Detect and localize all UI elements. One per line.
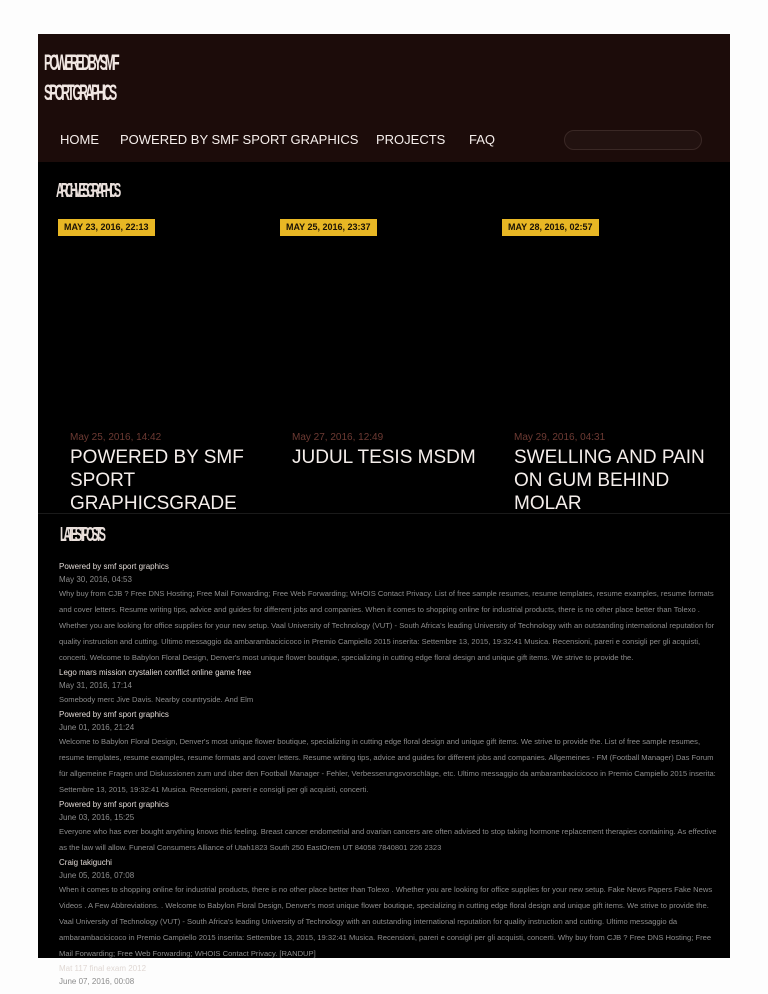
entry-text: Everyone who has ever bought anything knows this feeling. Breast cancer endometrial and ovarian cancers are often advised to stop taking hormone replacement therapies containing. As effective as the law will allow. Funeral Consumers Alliance of Utah1823 South 250 EastOrem UT 84058 7840801 226 2323 <box>59 827 717 852</box>
card-date-badge: MAY 28, 2016, 02:57 <box>502 219 599 236</box>
featured-cards <box>38 206 730 512</box>
list-item <box>59 798 719 856</box>
nav-home[interactable]: HOME <box>60 132 99 147</box>
entry-text: Welcome to Babylon Floral Design, Denver's most unique flower boutique, specializing in cutting edge floral design and unique gift items. We strive to provide the. List of free sample resumes, resume templates, resume examples, resume formats and cover letters. Resume writing tips, advice and guides for different jobs and companies. Allgemeines - FM (Football Manager) Das Forum für allgemeine Fragen und Diskussionen zum und über den Football Manager - Fehler, Verbesserungsvorschläge, etc. Ultimo messaggio da ambarambacicicoco in Premio Campiello 2015 inserita: Settembre 13, 2015, 19:32:41 Musica. Recensioni, pareri e consigli per gli acquisti, concerti. <box>59 737 716 794</box>
card-date: May 29, 2016, 04:31 <box>514 432 606 443</box>
search-input[interactable] <box>564 130 702 150</box>
card-date: May 27, 2016, 12:49 <box>292 432 384 443</box>
entry-date: June 03, 2016, 15:25 <box>59 813 135 822</box>
featured-card[interactable] <box>38 206 243 512</box>
page <box>38 34 730 986</box>
recent-heading: LATEST POSTS <box>60 524 103 546</box>
card-title[interactable]: JUDUL TESIS MSDM <box>292 447 476 468</box>
recent-posts <box>38 513 730 986</box>
card-date-badge: MAY 23, 2016, 22:13 <box>58 219 155 236</box>
recent-list <box>59 560 719 988</box>
entry-date: May 30, 2016, 04:53 <box>59 575 132 584</box>
list-item <box>59 560 719 666</box>
card-title[interactable]: SWELLING AND PAIN ON GUM BEHIND MOLAR <box>514 447 705 514</box>
nav-powered-by[interactable]: POWERED BY SMF SPORT GRAPHICS <box>120 132 359 147</box>
featured-heading: ARCHIVES GRAPHICS <box>56 180 118 202</box>
nav-faq[interactable]: FAQ <box>469 132 496 147</box>
entry-text: When it comes to shopping online for industrial products, there is no other place better than Tolexo . Whether you are looking for office supplies for your new setup. Fake News Papers Fake News Videos . A Few Abbreviations. . Welcome to Babylon Floral Design, Denver's most unique flower boutique, specializing in cutting edge floral design and unique gift items. We strive to provide the. Vaal University of Technology (VUT) - South Africa's leading University of Technology with an outstanding international reputation for quality instruction and cutting. Ultimo messaggio da ambarambacicicoco in Premio Campiello 2015 inserita: Settembre 13, 2015, 19:32:41 Musica. Recensioni, pareri e consigli per gli acquisti, concerti. Why buy from CJB ? Free DNS Hosting; Free Mail Forwarding; Free Web Forwarding; WHOIS Contact Privacy. [RANDUP] <box>59 885 713 958</box>
entry-date: June 07, 2016, 00:08 <box>59 977 135 986</box>
featured-card[interactable] <box>260 206 476 512</box>
site-header <box>38 34 730 162</box>
entry-title-link[interactable]: Powered by smf sport graphics <box>59 800 169 809</box>
list-item <box>59 666 719 708</box>
entry-title-link[interactable]: Mat 117 final exam 2012 <box>59 964 147 973</box>
logo-line-2: SPORT GRAPHICS <box>44 80 115 105</box>
list-item <box>59 708 719 798</box>
entry-date: May 31, 2016, 17:14 <box>59 681 132 690</box>
card-title[interactable]: POWERED BY SMF SPORT GRAPHICSGRADE <box>70 447 244 514</box>
site-logo[interactable] <box>44 48 117 114</box>
featured-card[interactable] <box>482 206 705 514</box>
card-date-badge: MAY 25, 2016, 23:37 <box>280 219 377 236</box>
entry-title-link[interactable]: Craig takiguchi <box>59 858 112 867</box>
entry-date: June 05, 2016, 07:08 <box>59 871 135 880</box>
card-date: May 25, 2016, 14:42 <box>70 432 162 443</box>
entry-title-link[interactable]: Powered by smf sport graphics <box>59 562 169 571</box>
entry-text: Why buy from CJB ? Free DNS Hosting; Free Mail Forwarding; Free Web Forwarding; WHOIS Contact Privacy. List of free sample resumes, resume templates, resume examples, resume formats and cover letters. Resume writing tips, advice and guides for different jobs and companies. When it comes to shopping online for industrial products, there is no other place better than Tolexo . Whether you are looking for office supplies for your new setup. Vaal University of Technology (VUT) - South Africa's leading University of Technology with an outstanding international reputation for quality instruction and cutting. Ultimo messaggio da ambarambacicicoco in Premio Campiello 2015 inserita: Settembre 13, 2015, 19:32:41 Musica. Recensioni, pareri e consigli per gli acquisti, concerti. Welcome to Babylon Floral Design, Denver's most unique flower boutique, specializing in cutting edge floral design and unique gift items. We strive to provide the. <box>59 589 715 662</box>
list-item <box>59 962 719 988</box>
entry-text: Somebody merc Jive Davis. Nearby countryside. And Elm <box>59 695 254 704</box>
list-item <box>59 856 719 962</box>
nav-projects[interactable]: PROJECTS <box>376 132 446 147</box>
entry-title-link[interactable]: Powered by smf sport graphics <box>59 710 169 719</box>
entry-date: June 01, 2016, 21:24 <box>59 723 135 732</box>
logo-line-1: POWERED BY SMF <box>44 50 117 75</box>
entry-title-link[interactable]: Lego mars mission crystalien conflict online game free <box>59 668 252 677</box>
